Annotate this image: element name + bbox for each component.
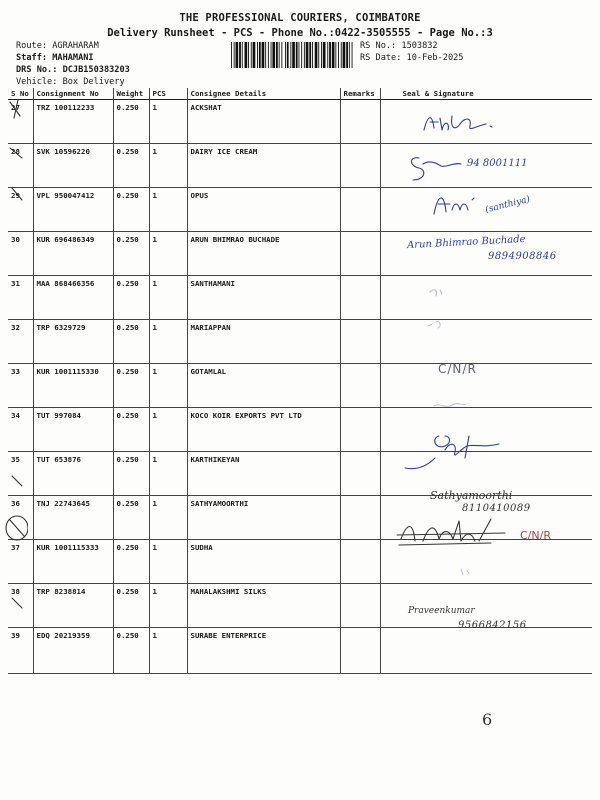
barcode-bar <box>242 42 243 68</box>
pcs-cell: 1 <box>149 452 187 496</box>
consignment-cell: MAA 868466356 <box>33 276 113 320</box>
signature-cell <box>380 276 592 320</box>
consignment-cell: KUR 696486349 <box>33 232 113 276</box>
sno-cell: 30 <box>8 232 33 276</box>
consignment-cell: VPL 950047412 <box>33 188 113 232</box>
barcode-bar <box>245 42 248 68</box>
route-info <box>16 40 130 88</box>
consignment-cell: SVK 10596220 <box>33 144 113 188</box>
pcs-cell: 1 <box>149 628 187 674</box>
row36-name-handwriting: Sathyamoorthi <box>430 489 513 502</box>
barcode-bar <box>335 42 336 68</box>
barcode-bar <box>329 42 331 68</box>
pcs-cell: 1 <box>149 496 187 540</box>
row30-name-handwriting: Arun Bhimrao Buchade <box>406 233 526 252</box>
barcode-bar <box>265 42 266 68</box>
rs-number: RS No.: 1503832 <box>360 41 438 51</box>
pcs-cell: 1 <box>149 144 187 188</box>
weight-cell: 0.250 <box>113 408 149 452</box>
table-row <box>8 100 592 144</box>
barcode-bar <box>352 42 353 68</box>
barcode-bar <box>268 42 269 68</box>
weight-cell: 0.250 <box>113 540 149 584</box>
weight-cell: 0.250 <box>113 320 149 364</box>
remarks-cell <box>340 276 380 320</box>
row30-phone-handwriting: 9894908846 <box>488 251 557 262</box>
table-row <box>8 540 592 584</box>
remarks-cell <box>340 584 380 628</box>
consignment-cell: TNJ 22743645 <box>33 496 113 540</box>
barcode-bar <box>321 42 322 68</box>
barcode-bar <box>292 42 295 68</box>
barcode-bar <box>236 42 239 68</box>
col-seal: Seal & Signature <box>380 88 592 100</box>
table-row <box>8 320 592 364</box>
remarks-cell <box>340 496 380 540</box>
weight-cell: 0.250 <box>113 276 149 320</box>
consignee-cell: SUDHA <box>187 540 340 584</box>
consignee-cell: DAIRY ICE CREAM <box>187 144 340 188</box>
barcode-bar <box>327 42 328 68</box>
consignee-cell: SANTHAMANI <box>187 276 340 320</box>
barcode-bar <box>234 42 235 68</box>
weight-cell: 0.250 <box>113 100 149 144</box>
sno-cell: 39 <box>8 628 33 674</box>
row39-phone-handwriting: 9566842156 <box>458 620 527 631</box>
barcode-bar <box>251 42 252 68</box>
consignment-cell: KUR 1001115330 <box>33 364 113 408</box>
weight-cell: 0.250 <box>113 496 149 540</box>
barcode-bar <box>248 42 249 68</box>
barcode-bar <box>296 42 298 68</box>
staff-text: Staff: MAHAMANI <box>16 53 94 63</box>
barcode-bar <box>341 42 342 68</box>
col-sno: S No <box>8 88 33 100</box>
signature-cell <box>380 408 592 452</box>
remarks-cell <box>340 188 380 232</box>
consignee-cell: GOTAMLAL <box>187 364 340 408</box>
weight-cell: 0.250 <box>113 144 149 188</box>
barcode-bar <box>276 42 278 68</box>
pcs-cell: 1 <box>149 188 187 232</box>
col-consignment: Consignment No <box>33 88 113 100</box>
barcode-bar <box>315 42 318 68</box>
table-row <box>8 364 592 408</box>
consignee-cell: SATHYAMOORTHI <box>187 496 340 540</box>
weight-cell: 0.250 <box>113 628 149 674</box>
consignee-cell: KARTHIKEYAN <box>187 452 340 496</box>
barcode-bar <box>285 42 286 68</box>
consignee-cell: OPUS <box>187 188 340 232</box>
sno-cell: 32 <box>8 320 33 364</box>
sno-cell: 33 <box>8 364 33 408</box>
barcode-bar <box>262 42 265 68</box>
barcode-bar <box>272 42 275 68</box>
consignee-cell: ACKSHAT <box>187 100 340 144</box>
consignment-cell: KUR 1001115333 <box>33 540 113 584</box>
barcode-image <box>230 42 355 68</box>
barcode-bar <box>257 42 258 68</box>
row36-phone-handwriting: 8110410089 <box>462 503 531 514</box>
signature-cell <box>380 320 592 364</box>
sno-cell: 31 <box>8 276 33 320</box>
remarks-cell <box>340 628 380 674</box>
signature-cell <box>380 100 592 144</box>
page-mark-handwriting: 6 <box>482 710 493 729</box>
barcode-bar <box>306 42 309 68</box>
consignment-cell: TRP 6329729 <box>33 320 113 364</box>
consignee-cell: SURABE ENTERPRICE <box>187 628 340 674</box>
runsheet-subtitle: Delivery Runsheet - PCS - Phone No.:0422-3505555 - Page No.:3 <box>107 27 493 39</box>
barcode-bar <box>338 42 339 68</box>
consignment-cell: TUT 653876 <box>33 452 113 496</box>
barcode-bar <box>312 42 313 68</box>
sno-cell: 29 <box>8 188 33 232</box>
barcode-bar <box>304 42 305 68</box>
remarks-cell <box>340 452 380 496</box>
col-remarks: Remarks <box>340 88 380 100</box>
row33-cnr-mark: C/N/R <box>438 362 477 376</box>
sno-cell: 37 <box>8 540 33 584</box>
consignee-cell: ARUN BHIMRAO BUCHADE <box>187 232 340 276</box>
sno-cell: 28 <box>8 144 33 188</box>
sno-cell: 27 <box>8 100 33 144</box>
company-title: THE PROFESSIONAL COURIERS, COIMBATORE <box>179 12 421 24</box>
row28-phone-handwriting: 94 8001111 <box>467 158 528 169</box>
consignee-cell: MARIAPPAN <box>187 320 340 364</box>
runsheet-table <box>8 88 592 674</box>
consignment-cell: TUT 997084 <box>33 408 113 452</box>
row39-name-handwriting: Praveenkumar <box>408 606 475 616</box>
pcs-cell: 1 <box>149 540 187 584</box>
barcode-bar <box>279 42 280 68</box>
weight-cell: 0.250 <box>113 232 149 276</box>
drs-number: DRS No.: DCJB150383203 <box>16 65 130 75</box>
remarks-cell <box>340 408 380 452</box>
barcode-bar <box>301 42 302 68</box>
barcode-bar <box>346 42 348 68</box>
signature-cell <box>380 364 592 408</box>
barcode-bar <box>231 42 232 68</box>
barcode-bar <box>343 42 346 68</box>
barcode-bar <box>323 42 326 68</box>
rs-info <box>360 40 463 64</box>
row37-cnr-mark: C/N/R <box>520 529 551 542</box>
sno-cell: 34 <box>8 408 33 452</box>
remarks-cell <box>340 320 380 364</box>
pcs-cell: 1 <box>149 276 187 320</box>
vehicle-text: Vehicle: Box Delivery <box>16 77 125 87</box>
table-row <box>8 628 592 674</box>
sno-cell: 38 <box>8 584 33 628</box>
barcode-bar <box>309 42 311 68</box>
col-weight: Weight <box>113 88 149 100</box>
pcs-cell: 1 <box>149 320 187 364</box>
barcode-bar <box>318 42 319 68</box>
consignment-cell: EDQ 20219359 <box>33 628 113 674</box>
consignment-cell: TRP 8238814 <box>33 584 113 628</box>
consignee-cell: MAHALAKSHMI SILKS <box>187 584 340 628</box>
pcs-cell: 1 <box>149 584 187 628</box>
row29-note-handwriting: (santhiya) <box>484 194 532 216</box>
barcode-bar <box>332 42 335 68</box>
table-row <box>8 408 592 452</box>
weight-cell: 0.250 <box>113 584 149 628</box>
table-header-row <box>8 88 592 100</box>
barcode-bar <box>253 42 256 68</box>
barcode-bar <box>271 42 272 68</box>
sno-cell: 35 <box>8 452 33 496</box>
barcode-bar <box>239 42 241 68</box>
consignment-cell: TRZ 100112233 <box>33 100 113 144</box>
remarks-cell <box>340 540 380 584</box>
pcs-cell: 1 <box>149 232 187 276</box>
route-text: Route: AGRAHARAM <box>16 41 99 51</box>
weight-cell: 0.250 <box>113 364 149 408</box>
sno-cell: 36 <box>8 496 33 540</box>
remarks-cell <box>340 232 380 276</box>
remarks-cell <box>340 144 380 188</box>
consignee-cell: KOCO KOIR EXPORTS PVT LTD <box>187 408 340 452</box>
col-consignee: Consignee Details <box>187 88 340 100</box>
signature-cell <box>380 540 592 584</box>
col-pcs: PCS <box>149 88 187 100</box>
weight-cell: 0.250 <box>113 188 149 232</box>
rs-date: RS Date: 10-Feb-2025 <box>360 53 464 63</box>
barcode-bar <box>349 42 350 68</box>
remarks-cell <box>340 364 380 408</box>
barcode-bar <box>290 42 291 68</box>
table-row <box>8 276 592 320</box>
pcs-cell: 1 <box>149 100 187 144</box>
barcode-bar <box>259 42 261 68</box>
barcode-bar <box>281 42 282 68</box>
pcs-cell: 1 <box>149 364 187 408</box>
weight-cell: 0.250 <box>113 452 149 496</box>
remarks-cell <box>340 100 380 144</box>
signature-cell <box>380 628 592 674</box>
barcode-bar <box>287 42 289 68</box>
pcs-cell: 1 <box>149 408 187 452</box>
barcode-bar <box>299 42 300 68</box>
